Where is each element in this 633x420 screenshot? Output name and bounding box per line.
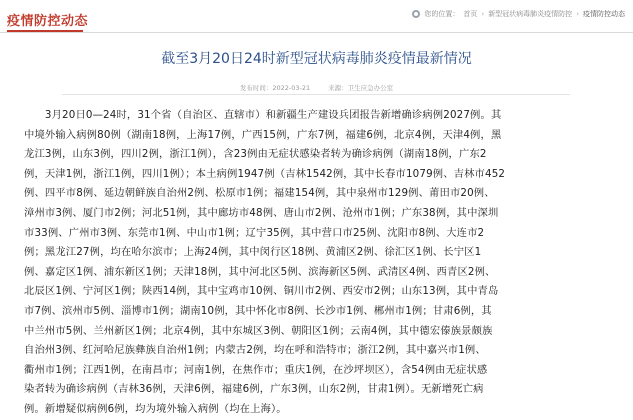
breadcrumb bbox=[412, 9, 625, 19]
body-text-line: 北辰区1例、宁河区1例；陕西14例，其中宝鸡市10例、铜川市2例、西安市2例；山东13例，其中青岛 bbox=[24, 285, 499, 298]
article-meta bbox=[0, 83, 633, 92]
breadcrumb-separator: › bbox=[576, 10, 579, 18]
body-text-line: 例。新增疑似病例6例，均为境外输入病例（均在上海）。 bbox=[24, 402, 287, 415]
publish-date-label: 发布时间： bbox=[239, 84, 273, 92]
top-bar bbox=[0, 0, 633, 34]
section-title: 疫情防控动态 bbox=[7, 14, 89, 29]
breadcrumb-link-covid-prevention[interactable]: 新型冠状病毒肺炎疫情防控 bbox=[488, 10, 573, 18]
body-text-line: 龙江3例，山东3例，四川2例，浙江1例），含23例由无症状感染者转为确诊病例（湖南18例，广东2 bbox=[24, 148, 487, 161]
body-text-line: 衢州市1例；江西1例，在南昌市；河南1例，在焦作市；重庆1例，在沙坪坝区），含54例由无症状感 bbox=[24, 363, 488, 376]
breadcrumb-separator: › bbox=[481, 10, 485, 18]
body-text-line: 市7例、滨州市5例、淄博市1例；湖南10例，其中怀化市8例、长沙市1例、郴州市1例；甘肃6例，其 bbox=[24, 304, 492, 317]
article-body bbox=[24, 106, 616, 420]
body-text-line: 中境外输入病例80例（湖南18例，上海17例，广西15例，广东7例，福建6例，北京4例，天津4例，黑 bbox=[24, 128, 502, 141]
body-text-line: 例、四平市8例、延边朝鲜族自治州2例、松原市1例；福建154例，其中泉州市129例、莆田市20例、 bbox=[24, 187, 495, 200]
body-text-line: 市33例、广州市3例、东莞市1例、中山市1例；辽宁35例，其中营口市25例、沈阳市8例、大连市2 bbox=[24, 226, 485, 239]
breadcrumb-current: 疫情防控动态 bbox=[583, 10, 625, 18]
article-source bbox=[328, 84, 393, 92]
article-title: 截至3月20日24时新型冠状病毒肺炎疫情最新情况 bbox=[161, 51, 472, 67]
body-text-line: 3月20日0—24时，31个省（自治区、直辖市）和新疆生产建设兵团报告新增确诊病例2027例。其 bbox=[24, 109, 502, 121]
breadcrumb-prefix: 您的位置： bbox=[424, 10, 460, 18]
body-text-line: 漳州市3例、厦门市2例；河北51例，其中廊坊市48例、唐山市2例、沧州市1例；广东38例，其中深圳 bbox=[24, 206, 499, 219]
source-value: 卫生应急办公室 bbox=[347, 84, 394, 92]
body-text-line: 例，天津1例，浙江1例，四川1例）；本土病例1947例（吉林1542例，其中长春市1079例、吉林市452 bbox=[24, 167, 506, 180]
body-text-line: 例；黑龙江27例，均在哈尔滨市；上海24例，其中闵行区18例、黄浦区2例、徐汇区1例、长宁区1 bbox=[24, 246, 482, 259]
body-text-line: 自治州3例、红河哈尼族彝族自治州1例；内蒙古2例，均在呼和浩特市；浙江2例，其中嘉兴市1例、 bbox=[24, 344, 486, 357]
location-pin-icon bbox=[412, 10, 420, 18]
body-text-line: 例、嘉定区1例、浦东新区1例；天津18例，其中河北区5例、滨海新区5例、武清区4例、西青区2例、 bbox=[24, 265, 496, 278]
breadcrumb-link-home[interactable]: 首页 bbox=[463, 10, 478, 18]
body-text-line: 染者转为确诊病例（吉林36例，天津6例，福建6例，广东3例，山东2例，甘肃1例）。无新增死亡病 bbox=[24, 383, 484, 396]
top-divider bbox=[0, 32, 633, 33]
meta-divider bbox=[62, 94, 570, 95]
publish-date bbox=[240, 84, 310, 92]
source-label: 来源： bbox=[328, 84, 348, 92]
body-text-line: 中兰州市5例、兰州新区1例；北京4例，其中东城区3例、朝阳区1例；云南4例，其中德宏傣族景颇族 bbox=[24, 324, 493, 337]
publish-date-value: 2022-03-21 bbox=[272, 84, 311, 92]
